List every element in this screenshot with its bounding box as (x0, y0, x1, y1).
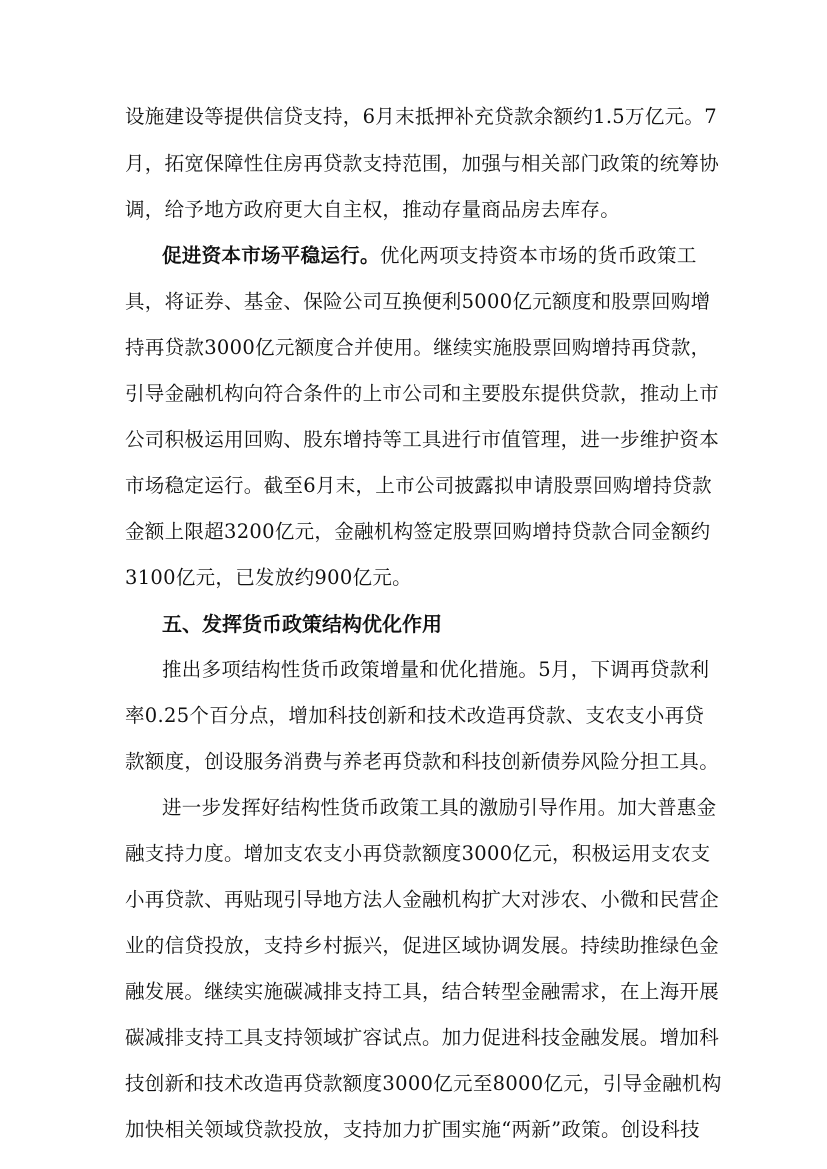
para2-line-7: 金额上限超3200亿元，金融机构签定股票回购增持贷款合同金额约 (125, 520, 711, 543)
para4-line-7: 技创新和技术改造再贷款额度3000亿元至8000亿元，引导金融机构 (125, 1072, 722, 1095)
para3-line-3: 款额度，创设服务消费与养老再贷款和科技创新债券风险分担工具。 (125, 750, 720, 773)
para4-line-6: 碳减排支持工具支持领域扩容试点。加力促进科技金融发展。增加科 (125, 1026, 720, 1049)
para2-line-3: 持再贷款3000亿元额度合并使用。继续实施股票回购增持再贷款， (125, 336, 711, 359)
para2-line-5: 公司积极运用回购、股东增持等工具进行市值管理，进一步维护资本 (125, 428, 720, 451)
para4-line-4: 业的信贷投放，支持乡村振兴，促进区域协调发展。持续助推绿色金 (125, 934, 720, 957)
para2-line-6: 市场稳定运行。截至6月末，上市公司披露拟申请股票回购增持贷款 (125, 474, 712, 497)
para2-line-1-rest: 优化两项支持资本市场的货币政策工 (379, 244, 697, 267)
para2-line-2: 具，将证券、基金、保险公司互换便利5000亿元额度和股票回购增 (125, 290, 711, 313)
para4-line-1: 进一步发挥好结构性货币政策工具的激励引导作用。加大普惠金 (162, 796, 717, 819)
para3-line-1: 推出多项结构性货币政策增量和优化措施。5月，下调再贷款利 (162, 658, 710, 681)
para4-line-3: 小再贷款、再贴现引导地方法人金融机构扩大对涉农、小微和民营企 (125, 888, 720, 911)
para2-line-4: 引导金融机构向符合条件的上市公司和主要股东提供贷款，推动上市 (125, 382, 720, 405)
para2-line-8: 3100亿元，已发放约900亿元。 (125, 566, 412, 589)
para2-lead-bold: 促进资本市场平稳运行。 (162, 244, 380, 267)
para4-line-8: 加快相关领域贷款投放，支持加力扩围实施“两新”政策。创设科技 (125, 1118, 700, 1141)
para1-line-1: 设施建设等提供信贷支持，6月末抵押补充贷款余额约1.5万亿元。7 (125, 105, 717, 128)
para1-line-2: 月，拓宽保障性住房再贷款支持范围，加强与相关部门政策的统筹协 (125, 152, 720, 175)
para2-line-1 (162, 244, 697, 268)
section-heading: 五、发挥货币政策结构优化作用 (162, 612, 442, 636)
para4-line-5: 融发展。继续实施碳减排支持工具，结合转型金融需求，在上海开展 (125, 980, 720, 1003)
para3-line-2: 率0.25个百分点，增加科技创新和技术改造再贷款、支农支小再贷 (125, 704, 705, 727)
para4-line-2: 融支持力度。增加支农支小再贷款额度3000亿元，积极运用支农支 (125, 842, 711, 865)
para1-line-3: 调，给予地方政府更大自主权，推动存量商品房去库存。 (125, 198, 621, 221)
